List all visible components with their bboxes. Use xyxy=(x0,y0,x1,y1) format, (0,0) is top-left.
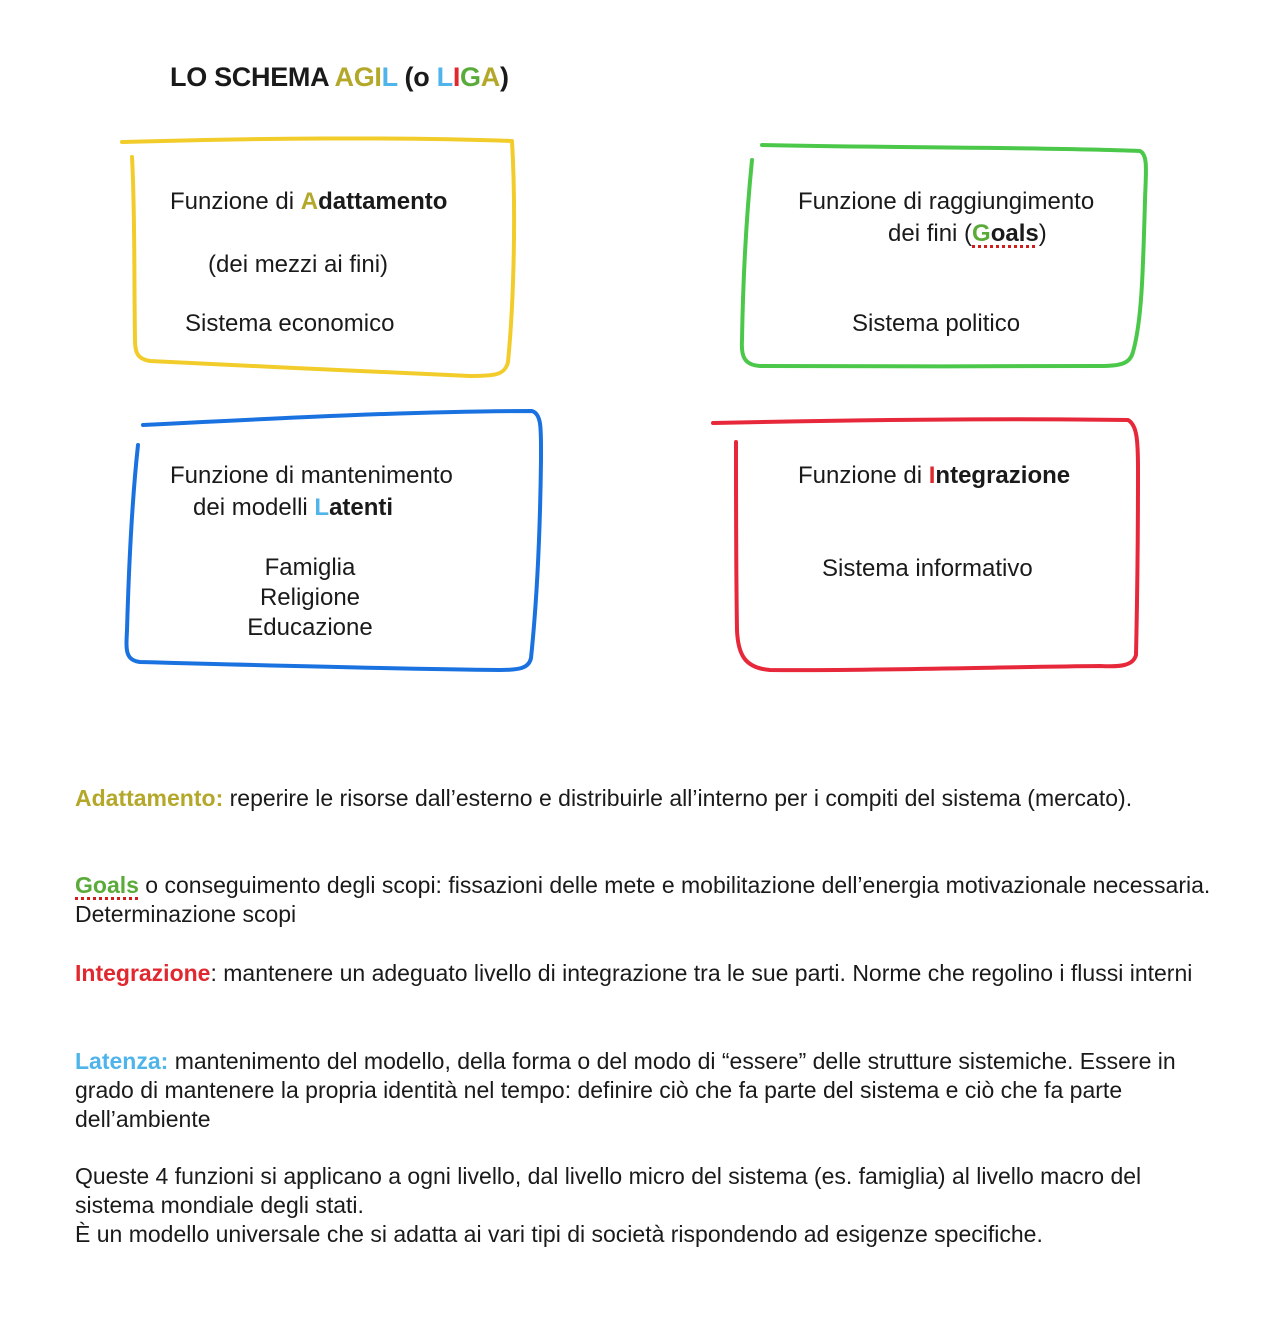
box-adattamento-letter: A xyxy=(300,188,319,215)
page-title: LO SCHEMA AGIL (o LIGA) xyxy=(170,62,509,92)
box-adattamento-subtitle: (dei mezzi ai fini) xyxy=(208,251,389,278)
box-latenza-title: Funzione di mantenimento xyxy=(170,462,453,489)
box-integrazione-system: Sistema informativo xyxy=(822,555,1033,582)
definition-term: Goals xyxy=(75,872,139,898)
conclusion xyxy=(75,1162,1225,1249)
box-integrazione-outline xyxy=(713,419,1138,670)
box-integrazione-letter: I xyxy=(928,462,936,489)
box-goals-subtitle: dei fini (Goals) xyxy=(888,220,1047,247)
title-letter-l2: L xyxy=(436,62,453,92)
box-latenza-systems xyxy=(170,553,450,643)
definition-term: Integrazione xyxy=(75,960,211,986)
definition-adattamento: Adattamento: reperire le risorse dall’esterno e distribuirle all’interno per i compiti del sistema (mercato). xyxy=(75,785,1133,811)
box-latenza-subtitle: dei modelli Latenti xyxy=(193,494,394,521)
title-letter-l: L xyxy=(381,62,398,92)
definition-latenza: Latenza: mantenimento del modello, della forma o del modo di “essere” delle strutture sistemiche. Essere in grado di mantenere la propria identità nel tempo: definire ciò che fa parte del sistema e ciò che fa parte dell’ambiente xyxy=(75,1048,1176,1132)
box-goals-system: Sistema politico xyxy=(852,310,1021,337)
list-item: Educazione xyxy=(247,614,373,641)
definition-term: Latenza xyxy=(75,1048,161,1074)
box-adattamento-system: Sistema economico xyxy=(185,310,395,337)
box-goals-letter: G xyxy=(972,220,991,247)
title-letter-g2: G xyxy=(460,62,481,92)
conclusion-line: Queste 4 funzioni si applicano a ogni livello, dal livello micro del sistema (es. famiglia) al livello macro del sistema mondiale degli stati. xyxy=(75,1163,1142,1218)
title-letter-i: I xyxy=(374,62,382,92)
conclusion-line: È un modello universale che si adatta ai vari tipi di società rispondendo ad esigenze specifiche. xyxy=(75,1221,1043,1247)
title-letter-a2: A xyxy=(480,62,500,92)
box-integrazione-title: Funzione di Integrazione xyxy=(798,462,1071,489)
definition-integrazione: Integrazione: mantenere un adeguato livello di integrazione tra le sue parti. Norme che regolino i flussi interni xyxy=(75,960,1193,986)
list-item: Famiglia xyxy=(264,554,356,581)
title-letter-i2: I xyxy=(452,62,461,92)
definition-term: Adattamento xyxy=(75,785,216,811)
definition-goals: Goals o conseguimento degli scopi: fissazioni delle mete e mobilitazione dell’energia motivazionale necessaria. Determinazione scopi xyxy=(75,872,1211,927)
box-latenza-letter: L xyxy=(314,494,330,521)
list-item: Religione xyxy=(259,584,361,611)
box-goals-title: Funzione di raggiungimento xyxy=(798,188,1095,215)
title-letter-g: G xyxy=(353,62,375,92)
box-adattamento-title: Funzione di Adattamento xyxy=(170,188,448,215)
title-letter-a: A xyxy=(334,62,354,92)
